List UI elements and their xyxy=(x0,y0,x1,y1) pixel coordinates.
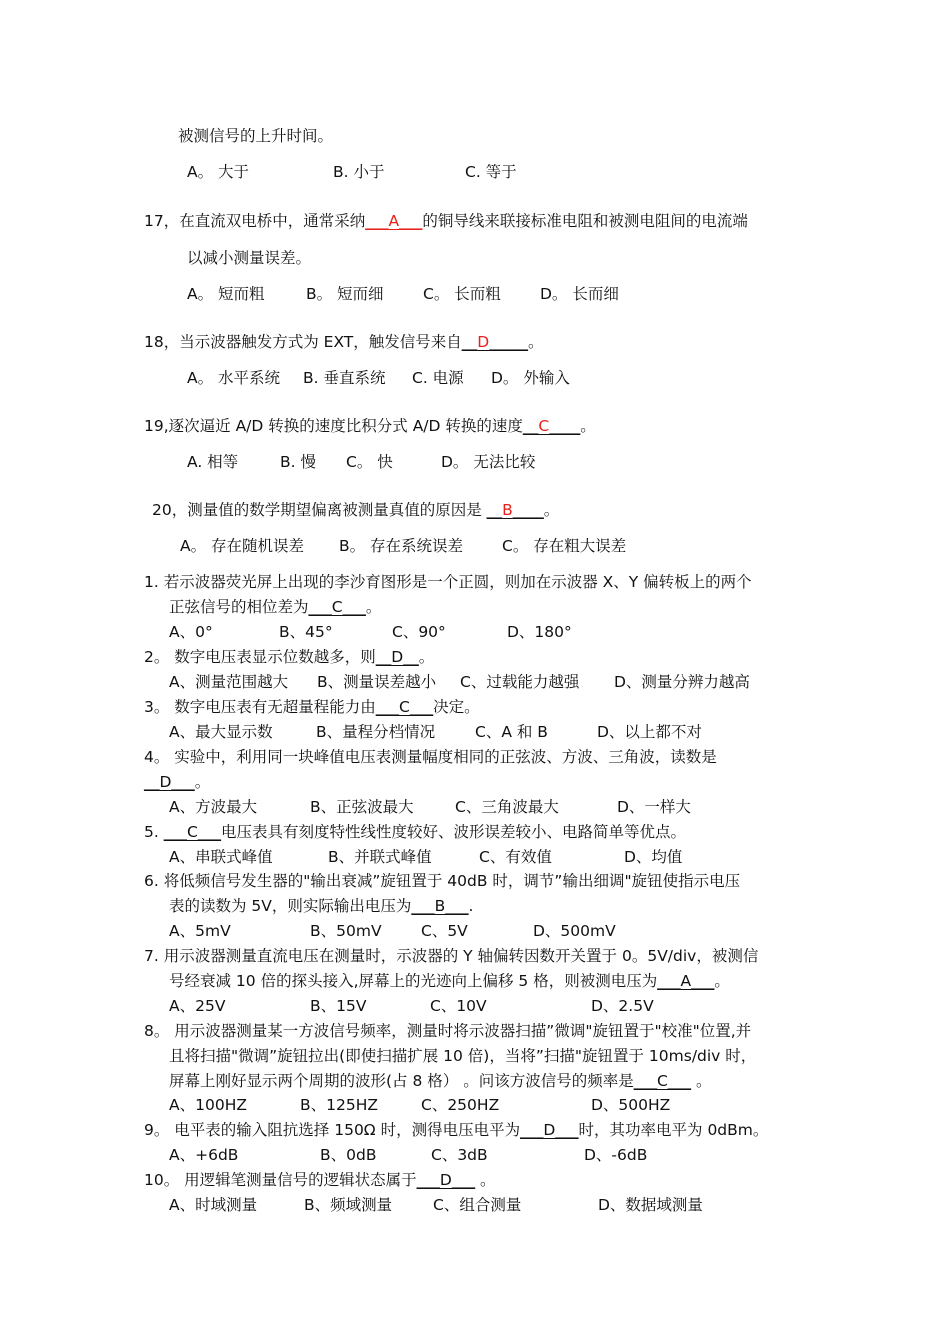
option-c: C. 等于 xyxy=(465,163,517,181)
option-a: A。 存在随机误差 xyxy=(180,537,305,555)
option-a: A、串联式峰值 xyxy=(169,848,273,866)
option-a: A。 短而粗 xyxy=(187,285,265,303)
option-b: B、正弦波最大 xyxy=(310,798,414,816)
option-c: C。 存在粗大误差 xyxy=(502,537,627,555)
question-17-text: 17，在直流双电桥中，通常采纳___A___的铜导线来联接标准电阻和被测电阻间的电流端 xyxy=(144,212,748,230)
option-b: B、量程分档情况 xyxy=(316,723,436,741)
answer-blank: ___C___ xyxy=(633,1072,692,1090)
option-c: C、A 和 B xyxy=(475,723,548,741)
option-b: B、频域测量 xyxy=(304,1196,393,1214)
answer-blank: __C____ xyxy=(522,417,581,435)
option-c: C、3dB xyxy=(431,1146,488,1164)
answer-blank: ___B___ xyxy=(411,897,469,915)
question-p3-text: 3。 数字电压表有无超量程能力由___C___决定。 xyxy=(144,698,480,716)
answer-blank: ___A___ xyxy=(657,972,715,990)
question-p4-text: 4。 实验中，利用同一块峰值电压表测量幅度相同的正弦波、方波、三角波，读数是 xyxy=(144,748,717,766)
question-16-continuation: 被测信号的上升时间。 xyxy=(178,127,334,145)
question-19-text: 19,逐次逼近 A/D 转换的速度比积分式 A/D 转换的速度__C____。 xyxy=(144,417,596,435)
option-d: D、以上都不对 xyxy=(597,723,702,741)
option-d: D。 外输入 xyxy=(491,369,570,387)
option-b: B. 垂直系统 xyxy=(303,369,386,387)
answer-blank: ___C___ xyxy=(375,698,434,716)
question-p1-text-line2: 正弦信号的相位差为___C___。 xyxy=(169,598,382,616)
option-b: B、125HZ xyxy=(300,1096,378,1114)
answer-blank: ___C___ xyxy=(163,823,222,841)
option-d: D。 长而细 xyxy=(540,285,619,303)
question-p4-text-line2: __D___。 xyxy=(144,773,211,791)
answer-blank: __D___ xyxy=(144,773,195,791)
option-b: B、测量误差越小 xyxy=(317,673,437,691)
option-d: D、一样大 xyxy=(617,798,691,816)
question-p7-text-line2: 号经衰减 10 倍的探头接入,屏幕上的光迹向上偏移 5 格，则被测电压为___A___。 xyxy=(169,972,730,990)
option-c: C. 电源 xyxy=(412,369,464,387)
option-a: A、5mV xyxy=(169,922,231,940)
question-p9-text: 9。 电平表的输入阻抗选择 150Ω 时，测得电压电平为___D___时，其功率电平为 0dBm。 xyxy=(144,1121,769,1139)
option-c: C、组合测量 xyxy=(433,1196,522,1214)
option-a: A、0° xyxy=(169,623,213,641)
option-d: D、均值 xyxy=(624,848,683,866)
option-a: A、方波最大 xyxy=(169,798,258,816)
question-p7-text: 7. 用示波器测量直流电压在测量时，示波器的 Y 轴偏转因数开关置于 0。5V/div，被测信 xyxy=(144,947,759,965)
question-p8-text: 8。 用示波器测量某一方波信号频率，测量时将示波器扫描”微调"旋钮置于"校准"位置,并 xyxy=(144,1022,752,1040)
option-b: B、15V xyxy=(310,997,367,1015)
option-c: C、90° xyxy=(392,623,446,641)
option-c: C、5V xyxy=(421,922,468,940)
answer-blank: __D_____ xyxy=(461,333,528,351)
option-b: B、0dB xyxy=(320,1146,377,1164)
answer-blank: ___C___ xyxy=(308,598,366,616)
option-a: A。 大于 xyxy=(187,163,250,181)
option-a: A、25V xyxy=(169,997,226,1015)
question-p5-text: 5. ___C___电压表具有刻度特性线性度较好、波形误差较小、电路简单等优点。 xyxy=(144,823,687,841)
option-a: A、时域测量 xyxy=(169,1196,258,1214)
option-c: C。 长而粗 xyxy=(423,285,501,303)
answer-blank: __D__ xyxy=(375,648,419,666)
answer-blank: ___D___ xyxy=(520,1121,579,1139)
question-p1-text: 1. 若示波器荧光屏上出现的李沙育图形是一个正圆，则加在示波器 X、Y 偏转板上的两个 xyxy=(144,573,752,591)
option-a: A、测量范围越大 xyxy=(169,673,289,691)
answer-blank: ___A___ xyxy=(365,212,423,230)
option-b: B. 小于 xyxy=(333,163,385,181)
question-p8-text-line3: 屏幕上刚好显示两个周期的波形(占 8 格） 。问该方波信号的频率是___C___ 。 xyxy=(169,1072,712,1090)
answer-blank: __B____ xyxy=(486,501,544,519)
option-b: B、45° xyxy=(279,623,333,641)
option-d: D、500mV xyxy=(533,922,616,940)
question-17-text-line2: 以减小测量误差。 xyxy=(187,249,312,267)
question-p2-text: 2。 数字电压表显示位数越多，则__D__。 xyxy=(144,648,435,666)
option-d: D、500HZ xyxy=(591,1096,671,1114)
option-b: B。 存在系统误差 xyxy=(339,537,464,555)
option-d: D、测量分辨力越高 xyxy=(614,673,750,691)
option-d: D。 无法比较 xyxy=(441,453,536,471)
question-20-text: 20，测量值的数学期望偏离被测量真值的原因是 __B____。 xyxy=(152,501,560,519)
option-b: B、50mV xyxy=(310,922,382,940)
option-a: A、100HZ xyxy=(169,1096,247,1114)
option-d: D、180° xyxy=(507,623,572,641)
option-d: D、-6dB xyxy=(584,1146,648,1164)
option-c: C。 快 xyxy=(346,453,393,471)
question-p6-text-line2: 表的读数为 5V，则实际输出电压为___B___. xyxy=(169,897,474,915)
option-c: C、三角波最大 xyxy=(455,798,559,816)
option-c: C、250HZ xyxy=(421,1096,500,1114)
answer-blank: ___D___ xyxy=(416,1171,476,1189)
option-b: B、并联式峰值 xyxy=(328,848,432,866)
option-c: C、有效值 xyxy=(479,848,552,866)
question-p10-text: 10。 用逻辑笔测量信号的逻辑状态属于___D___ 。 xyxy=(144,1171,496,1189)
question-p8-text-line2: 且将扫描"微调”旋钮拉出(即使扫描扩展 10 倍)，当将”扫描"旋钮置于 10ms/div 时， xyxy=(169,1047,757,1065)
option-d: D、2.5V xyxy=(591,997,654,1015)
question-p6-text: 6. 将低频信号发生器的"输出衰减”旋钮置于 40dB 时，调节”输出细调"旋钮使指示电压 xyxy=(144,872,741,890)
option-a: A。 水平系统 xyxy=(187,369,281,387)
option-a: A. 相等 xyxy=(187,453,239,471)
option-a: A、最大显示数 xyxy=(169,723,273,741)
option-a: A、+6dB xyxy=(169,1146,239,1164)
option-b: B。 短而细 xyxy=(306,285,384,303)
option-c: C、过载能力越强 xyxy=(460,673,580,691)
question-18-text: 18，当示波器触发方式为 EXT，触发信号来自__D_____。 xyxy=(144,333,544,351)
option-c: C、10V xyxy=(430,997,487,1015)
option-b: B. 慢 xyxy=(280,453,316,471)
option-d: D、数据域测量 xyxy=(598,1196,703,1214)
